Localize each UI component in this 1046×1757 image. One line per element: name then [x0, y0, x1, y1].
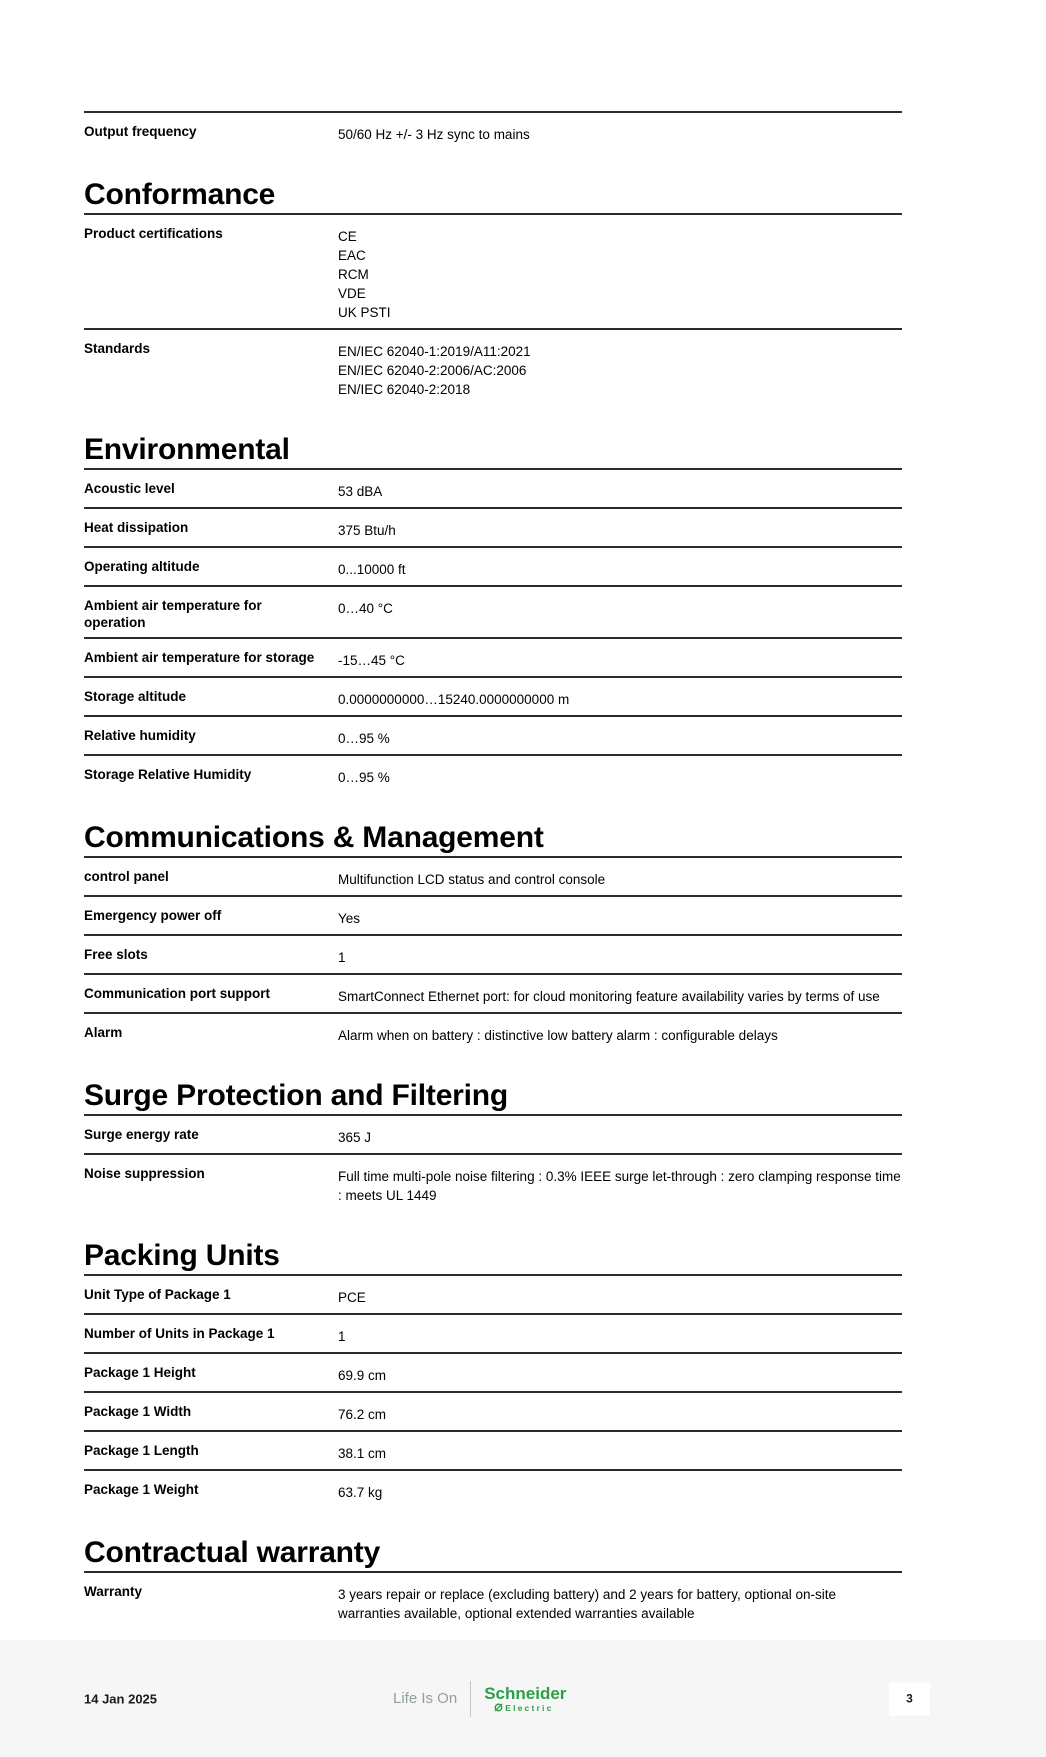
spec-row-standards	[84, 328, 902, 405]
spec-value	[338, 987, 902, 1006]
spec-value	[338, 342, 902, 399]
section-communications-management	[84, 823, 902, 1051]
section-title: Packing Units	[84, 1241, 902, 1276]
spec-label: Package 1 Width	[84, 1404, 192, 1419]
spec-label: Acoustic level	[84, 481, 175, 496]
spec-row-package-1-weight	[84, 1469, 902, 1508]
spec-value	[338, 1483, 902, 1502]
page-footer	[0, 1640, 1046, 1757]
spec-label: control panel	[84, 869, 169, 884]
spec-row-heat-dissipation	[84, 507, 902, 546]
spec-label: Storage altitude	[84, 689, 187, 704]
spec-label: Communication port support	[84, 986, 270, 1001]
spec-value	[338, 1585, 902, 1623]
value-line: 63.7 kg	[338, 1485, 383, 1500]
section-surge-protection-and-filtering	[84, 1081, 902, 1211]
spec-label: Unit Type of Package 1	[84, 1287, 231, 1302]
spec-label: Output frequency	[84, 124, 197, 139]
spec-label: Package 1 Height	[84, 1365, 196, 1380]
spec-row-output-frequency	[84, 111, 902, 150]
value-line: 69.9 cm	[338, 1368, 387, 1383]
section-packing-units	[84, 1241, 902, 1508]
spec-row-surge-energy-rate	[84, 1116, 902, 1153]
section-title: Contractual warranty	[84, 1538, 902, 1573]
value-line: 375 Btu/h	[338, 523, 396, 538]
value-line: Multifunction LCD status and control console	[338, 872, 606, 887]
spec-label: Storage Relative Humidity	[84, 767, 252, 782]
value-line: EAC	[338, 248, 366, 263]
spec-row-warranty	[84, 1573, 902, 1629]
spec-row-ambient-air-temperature-for-operation	[84, 585, 902, 637]
brand-wordmark	[484, 1685, 566, 1713]
spec-row-operating-altitude	[84, 546, 902, 585]
section-conformance	[84, 180, 902, 405]
section-title: Conformance	[84, 180, 902, 215]
spec-label: Product certifications	[84, 226, 223, 241]
spec-value	[338, 227, 902, 322]
section-title: Communications & Management	[84, 823, 902, 858]
spec-value	[338, 870, 902, 889]
brand-subname-label: Electric	[505, 1702, 554, 1713]
spec-label: Warranty	[84, 1584, 143, 1599]
spec-row-package-1-length	[84, 1430, 902, 1469]
value-line: 365 J	[338, 1130, 372, 1145]
spec-row-alarm	[84, 1012, 902, 1051]
spec-label: Package 1 Weight	[84, 1482, 199, 1497]
spec-row-free-slots	[84, 934, 902, 973]
spec-value	[338, 1288, 902, 1307]
spec-value	[338, 909, 902, 928]
spec-value	[338, 948, 902, 967]
spec-row-control-panel	[84, 858, 902, 895]
spec-value	[338, 651, 902, 670]
value-line: Full time multi-pole noise filtering : 0.3% IEEE surge let-through : zero clamping response time : meets UL 1449	[338, 1169, 901, 1203]
brand-subname	[494, 1703, 553, 1713]
value-line: -15…45 °C	[338, 653, 405, 668]
spec-row-ambient-air-temperature-for-storage	[84, 637, 902, 676]
value-line: EN/IEC 62040-1:2019/A11:2021	[338, 344, 531, 359]
schneider-logo	[393, 1681, 566, 1717]
footer-date: 14 Jan 2025	[84, 1691, 158, 1706]
spec-label: Surge energy rate	[84, 1127, 199, 1142]
value-line: UK PSTI	[338, 305, 391, 320]
spec-row-storage-relative-humidity	[84, 754, 902, 793]
spec-value	[338, 1366, 902, 1385]
spec-value	[338, 690, 902, 709]
value-line: 0…40 °C	[338, 601, 393, 616]
section-contractual-warranty	[84, 1538, 902, 1629]
spec-label: Ambient air temperature for operation	[84, 598, 262, 630]
schneider-emblem-icon	[494, 1703, 503, 1712]
value-line: 0…95 %	[338, 770, 390, 785]
spec-value	[338, 560, 902, 579]
spec-row-noise-suppression	[84, 1153, 902, 1211]
spec-label: Free slots	[84, 947, 148, 962]
section-title: Environmental	[84, 435, 902, 470]
value-line: VDE	[338, 286, 366, 301]
spec-label: Relative humidity	[84, 728, 196, 743]
spec-label: Number of Units in Package 1	[84, 1326, 275, 1341]
spec-row-product-certifications	[84, 215, 902, 328]
spec-label: Ambient air temperature for storage	[84, 650, 315, 665]
spec-value	[338, 482, 902, 501]
value-line: PCE	[338, 1290, 366, 1305]
value-line: 50/60 Hz +/- 3 Hz sync to mains	[338, 127, 530, 142]
spec-row-communication-port-support	[84, 973, 902, 1012]
spec-label: Package 1 Length	[84, 1443, 199, 1458]
value-line: RCM	[338, 267, 369, 282]
value-line: 76.2 cm	[338, 1407, 387, 1422]
spec-label: Heat dissipation	[84, 520, 189, 535]
value-line: 0.0000000000…15240.0000000000 m	[338, 692, 570, 707]
logo-divider	[470, 1681, 471, 1717]
page-number: 3	[889, 1682, 930, 1715]
value-line: 1	[338, 950, 346, 965]
spec-row-emergency-power-off	[84, 895, 902, 934]
spec-value	[338, 1026, 902, 1045]
spec-value	[338, 125, 902, 144]
section-title: Surge Protection and Filtering	[84, 1081, 902, 1116]
value-line: 38.1 cm	[338, 1446, 387, 1461]
value-line: SmartConnect Ethernet port: for cloud monitoring feature availability varies by terms of use	[338, 989, 880, 1004]
value-line: 53 dBA	[338, 484, 383, 499]
spec-row-package-1-height	[84, 1352, 902, 1391]
section-environmental	[84, 435, 902, 793]
value-line: Yes	[338, 911, 361, 926]
brand-name: Schneider	[484, 1683, 567, 1703]
value-line: Alarm when on battery : distinctive low battery alarm : configurable delays	[338, 1028, 778, 1043]
spec-label: Alarm	[84, 1025, 123, 1040]
spec-label: Emergency power off	[84, 908, 222, 923]
value-line: CE	[338, 229, 357, 244]
value-line: EN/IEC 62040-2:2018	[338, 382, 471, 397]
value-line: 3 years repair or replace (excluding battery) and 2 years for battery, optional on-site warranties available, optional extended warranties available	[338, 1587, 837, 1621]
value-line: 0...10000 ft	[338, 562, 406, 577]
spec-label: Standards	[84, 341, 151, 356]
spec-value	[338, 1327, 902, 1346]
spec-row-number-of-units-in-package-1	[84, 1313, 902, 1352]
spec-row-unit-type-of-package-1	[84, 1276, 902, 1313]
life-is-on-tagline: Life Is On	[393, 1690, 458, 1707]
spec-label: Noise suppression	[84, 1166, 205, 1181]
spec-label: Operating altitude	[84, 559, 200, 574]
spec-value	[338, 521, 902, 540]
spec-value	[338, 599, 902, 631]
spec-row-acoustic-level	[84, 470, 902, 507]
spec-value	[338, 768, 902, 787]
spec-value	[338, 1128, 902, 1147]
value-line: EN/IEC 62040-2:2006/AC:2006	[338, 363, 527, 378]
spec-row-package-1-width	[84, 1391, 902, 1430]
spec-value	[338, 1167, 902, 1205]
value-line: 0…95 %	[338, 731, 390, 746]
spec-value	[338, 729, 902, 748]
spec-value	[338, 1405, 902, 1424]
spec-row-storage-altitude	[84, 676, 902, 715]
value-line: 1	[338, 1329, 346, 1344]
spec-value	[338, 1444, 902, 1463]
spec-row-relative-humidity	[84, 715, 902, 754]
